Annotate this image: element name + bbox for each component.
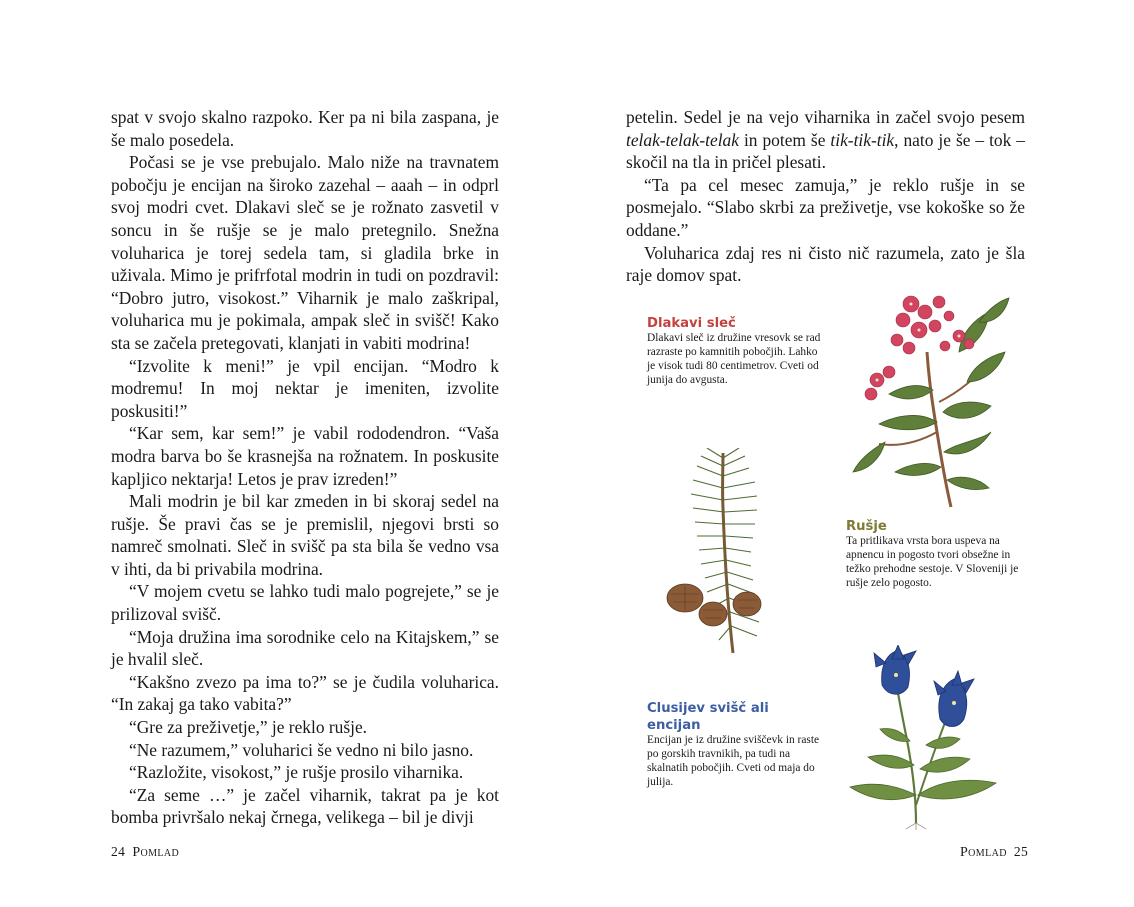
caption-title: Dlakavi sleč bbox=[647, 316, 736, 331]
caption-title: Clusijev svišč ali encijan bbox=[647, 701, 769, 733]
paragraph: “Kakšno zvezo pa ima to?” se je čudila voluharica. “In zakaj ga tako vabita?” bbox=[111, 671, 499, 715]
paragraph: spat v svojo skalno razpoko. Ker pa ni bila zaspana, je še malo posedela. bbox=[111, 107, 499, 150]
caption-text: Dlakavi sleč iz družine vresovk se rad razraste po kamnitih pobočjih. Lahko je visok tudi 80 centimetrov. Cveti od junija do avgusta. bbox=[647, 332, 821, 386]
paragraph bbox=[626, 106, 1025, 174]
caption-text: Encijan je iz družine sviščevk in raste po gorskih travnikih, pa tudi na skalnatih pobočjih. Cveti od maja do julija. bbox=[647, 734, 820, 788]
paragraph: Počasi se je vse prebujalo. Malo niže na travnatem pobočju je encijan na široko zazehal – aaah – in odprl svoj modri cvet. Dlakavi sleč se je rožnato zasvetil v soncu in še rušje se je malo pretegnilo. Snežna voluharica je torej sedela tam, si gladila brke in uživala. Mimo je prifrfotal modrin in tudi on pozdravil: “Dobro jutro, visokost.” Viharnik je malo zaškripal, voluharica mu je pokimala, ampak sleč in svišč! Kako sta se začela pretegovati, klanjati in vabiti modrina! bbox=[111, 152, 499, 353]
page-number: 24 bbox=[111, 844, 126, 859]
caption-gentian bbox=[647, 700, 822, 790]
running-head: Pomlad bbox=[960, 845, 1007, 860]
caption-title: Rušje bbox=[846, 519, 887, 534]
paragraph: “Ne razumem,” voluharici še vedno ni bilo jasno. bbox=[129, 739, 474, 760]
text-run: petelin. Sedel je na vejo viharnika in začel svojo pesem bbox=[626, 107, 1025, 127]
italic-run: tik-tik-tik bbox=[830, 129, 895, 150]
right-body-text bbox=[626, 106, 1025, 287]
paragraph: “Ta pa cel mesec zamuja,” je reklo rušje in se posmejalo. “Slabo skrbi za preživetje, vse kokoške so že oddane.” bbox=[626, 174, 1025, 240]
gentian-illustration bbox=[846, 645, 1010, 830]
caption-text: Ta pritlikava vrsta bora uspeva na apnencu in pogosto tvori obsežne in težko prehodne sestoje. V Sloveniji je rušje zelo pogosto. bbox=[846, 535, 1019, 589]
paragraph: “Razložite, visokost,” je rušje prosilo viharnika. bbox=[129, 762, 464, 783]
right-page bbox=[567, 0, 1134, 907]
paragraph: Voluharica zdaj res ni čisto nič razumela, zato je šla raje domov spat. bbox=[626, 242, 1025, 286]
paragraph: “Gre za preživetje,” je reklo rušje. bbox=[129, 717, 368, 738]
paragraph: “Izvolite k meni!” je vpil encijan. “Modro k modremu! In moj nektar je imeniten, izvolite poskusiti!” bbox=[111, 355, 499, 421]
italic-run: telak-telak-telak bbox=[626, 129, 739, 150]
paragraph: “Moja družina ima sorodnike celo na Kitajskem,” se je hvalil sleč. bbox=[111, 626, 499, 670]
page-number: 25 bbox=[1013, 844, 1029, 859]
right-folio bbox=[953, 844, 1028, 861]
text-run: in potem še bbox=[738, 129, 831, 150]
paragraph: Mali modrin je bil kar zmeden in bi skoraj sedel na rušje. Še pravi čas se je premislil, njegovi brsti so namreč smolnati. Sleč in svišč pa sta bila še vedno vsa v ihti, da bi privabila modrina. bbox=[111, 491, 499, 579]
caption-rhododendron bbox=[647, 315, 822, 388]
mountain-pine-illustration bbox=[663, 448, 775, 658]
running-head: Pomlad bbox=[132, 845, 180, 860]
paragraph: “V mojem cvetu se lahko tudi malo pogrejete,” se je prilizoval svišč. bbox=[111, 581, 499, 625]
paragraph: “Za seme …” je začel viharnik, takrat pa je kot bomba privršalo nekaj črnega, velikega – bil je divji bbox=[111, 784, 499, 828]
rhododendron-illustration bbox=[849, 282, 1011, 514]
left-folio bbox=[111, 844, 186, 861]
text-run: , nato je še – tok – skočil na tla in pričel plesati. bbox=[626, 129, 1026, 173]
paragraph: “Kar sem, kar sem!” je vabil rododendron. “Vaša modra barva bo še krasnejša na rožnatem. In poskusite kapljico nektarja! Letos je prav izreden!” bbox=[111, 423, 499, 489]
left-body-text bbox=[111, 106, 499, 829]
caption-mountain-pine bbox=[846, 518, 1028, 591]
